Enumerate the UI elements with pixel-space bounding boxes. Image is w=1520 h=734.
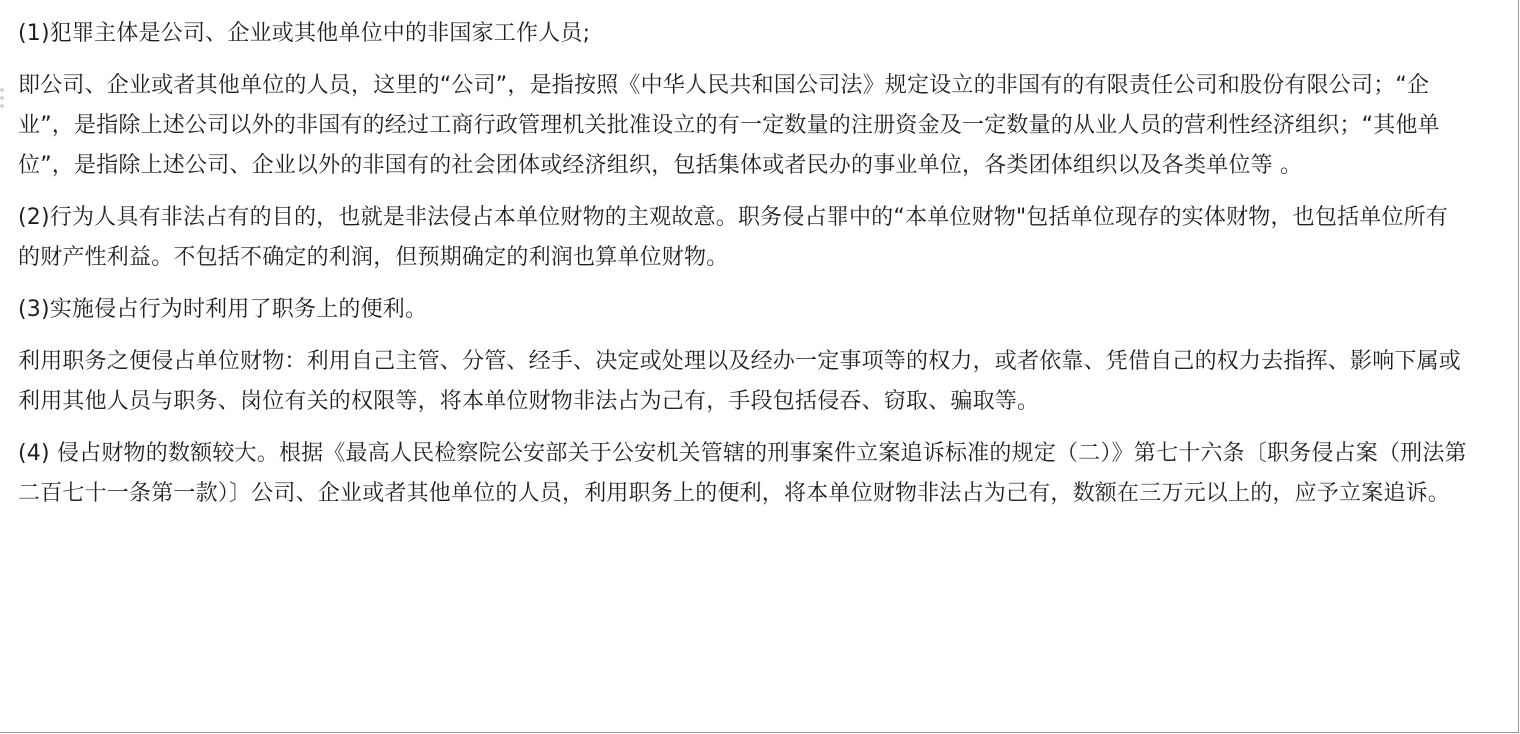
drag-dot [0,96,4,100]
document-body [18,14,1470,526]
paragraph-position-explanation: 利用职务之便侵占单位财物：利用自己主管、分管、经手、决定或处理以及经办一定事项等的权力，或者依靠、凭借自己的权力去指挥、影响下属或利用其他人员与职务、岗位有关的权限等，将本单位财物非法占为己有，手段包括侵吞、窃取、骗取等。 [18,349,1462,414]
paragraph-use-of-position: (3)实施侵占行为时利用了职务上的便利。 [18,297,428,322]
paragraph-criminal-subject: (1)犯罪主体是公司、企业或其他单位中的非国家工作人员; [18,21,591,46]
drag-dot [0,104,4,108]
drag-handle-icon[interactable] [0,88,6,108]
paragraph-amount-threshold: (4) 侵占财物的数额较大。根据《最高人民检察院公安部关于公安机关管辖的刑事案件立案追诉标准的规定（二）》第七十六条〔职务侵占案（刑法第二百七十一条第一款）〕公司、企业或者其他单位的人员，利用职务上的便利，将本单位财物非法占为己有，数额在三万元以上的，应予立案追诉。 [18,441,1467,506]
paragraph-subject-definition: 即公司、企业或者其他单位的人员，这里的“公司”，是指按照《中华人民共和国公司法》规定设立的非国有的有限责任公司和股份有限公司；“企业”，是指除上述公司以外的非国有的经过工商行政管理机关批准设立的有一定数量的注册资金及一定数量的从业人员的营利性经济组织；“其他单位”，是指除上述公司、企业以外的非国有的社会团体或经济组织，包括集体或者民办的事业单位，各类团体组织以及各类单位等 。 [18,73,1440,178]
drag-dot [0,88,4,92]
paragraph-illegal-possession-purpose: (2)行为人具有非法占有的目的，也就是非法侵占本单位财物的主观故意。职务侵占罪中的“本单位财物"包括单位现存的实体财物，也包括单位所有的财产性利益。不包括不确定的利润，但预期确定的利润也算单位财物。 [18,205,1449,270]
